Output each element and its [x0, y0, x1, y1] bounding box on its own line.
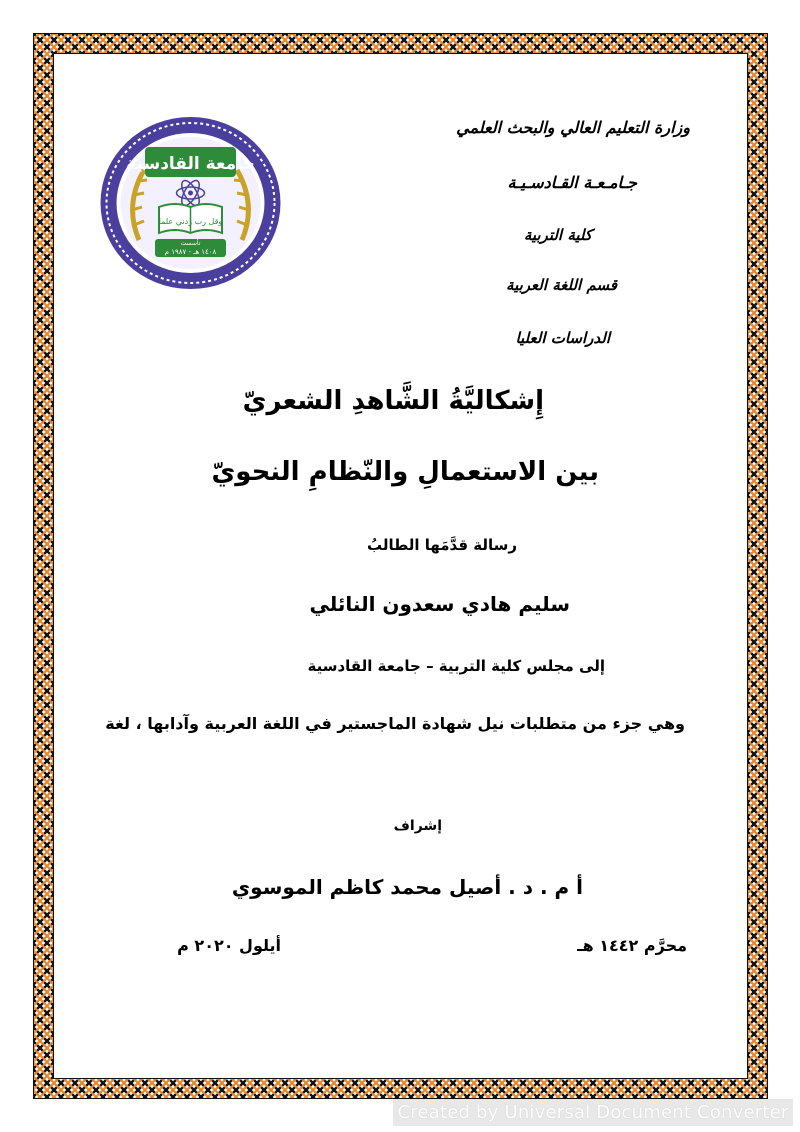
supervisor-name: أ م . د . أصيل محمد كاظم الموسوي [231, 875, 583, 899]
ministry-line: وزارة التعليم العالي والبحث العلمي [456, 118, 690, 137]
degree-purpose-line: وهي جزء من متطلبات نيل شهادة الماجستير في اللغة العربية وآدابها ، لغة [105, 714, 685, 733]
converter-watermark: Created by Universal Document Converter [393, 1099, 793, 1126]
college-line: كلية التربية [523, 226, 592, 244]
seal-founded-text: ١٤٠٨ هـ - ١٩٨٧ م [164, 248, 217, 256]
department-line: قسم اللغة العربية [506, 276, 617, 294]
council-line: إلى مجلس كلية التربية – جامعة القادسية [307, 657, 605, 675]
university-seal-logo [99, 115, 282, 291]
hijri-date: محرَّم ١٤٤٢ هـ [577, 936, 687, 955]
gregorian-date: أيلول ٢٠٢٠ م [177, 936, 281, 955]
supervision-label: إشراف [393, 818, 442, 834]
university-line: جـامـعـة القـادسـيـة [507, 173, 637, 192]
submission-intro: رسالة قدَّمَها الطالبُ [366, 536, 517, 554]
seal-name-text: جامعة القادسية [126, 154, 255, 174]
student-name: سليم هادي سعدون النائلي [309, 592, 570, 616]
seal-established-text: تأسست [180, 240, 201, 247]
thesis-title-line-1: إِشكاليَّةُ الشَّاهدِ الشعريّ [242, 386, 544, 416]
thesis-title-line-2: بين الاستعمالِ والنّظامِ النحويّ [211, 457, 599, 487]
studies-line: الدراسات العليا [515, 329, 610, 347]
seal-motto-text: وقل رب زدني علما [158, 217, 223, 226]
